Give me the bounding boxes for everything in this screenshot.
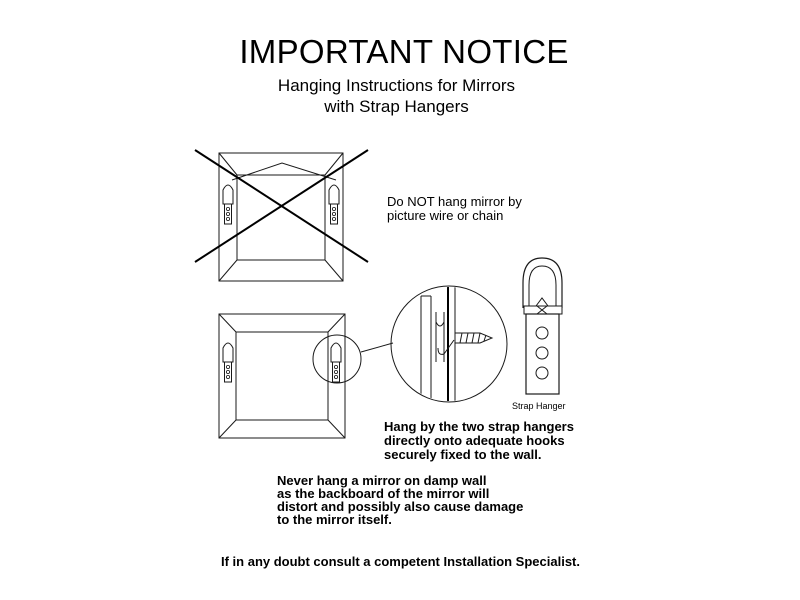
wire-warning-line: picture wire or chain <box>387 208 504 223</box>
hook-detail-magnifier <box>391 280 507 410</box>
hang-instruction-line: Hang by the two strap hangers <box>384 419 574 434</box>
crossed-out-mirror-diagram <box>195 150 368 281</box>
damp-warning-line: distort and possibly also cause damage <box>277 499 524 514</box>
damp-warning-line: to the mirror itself. <box>277 512 392 527</box>
subtitle-line-2: with Strap Hangers <box>324 97 469 116</box>
mirror-with-strap-hangers-diagram <box>219 314 393 438</box>
consult-specialist-note: If in any doubt consult a competent Installation Specialist. <box>221 554 580 569</box>
hang-instruction-line: securely fixed to the wall. <box>384 447 542 462</box>
hang-instruction <box>384 420 574 462</box>
wire-warning-line: Do NOT hang mirror by <box>387 194 522 209</box>
wire-warning <box>387 195 522 223</box>
damp-warning-line: Never hang a mirror on damp wall <box>277 473 487 488</box>
hang-instruction-line: directly onto adequate hooks <box>384 433 565 448</box>
page-title: IMPORTANT NOTICE <box>239 33 569 70</box>
strap-hanger-label: Strap Hanger <box>512 401 566 411</box>
strap-hanger-icon <box>523 258 562 394</box>
damp-warning-line: as the backboard of the mirror will <box>277 486 490 501</box>
damp-wall-warning <box>277 474 523 526</box>
subtitle-line-1: Hanging Instructions for Mirrors <box>277 76 516 95</box>
